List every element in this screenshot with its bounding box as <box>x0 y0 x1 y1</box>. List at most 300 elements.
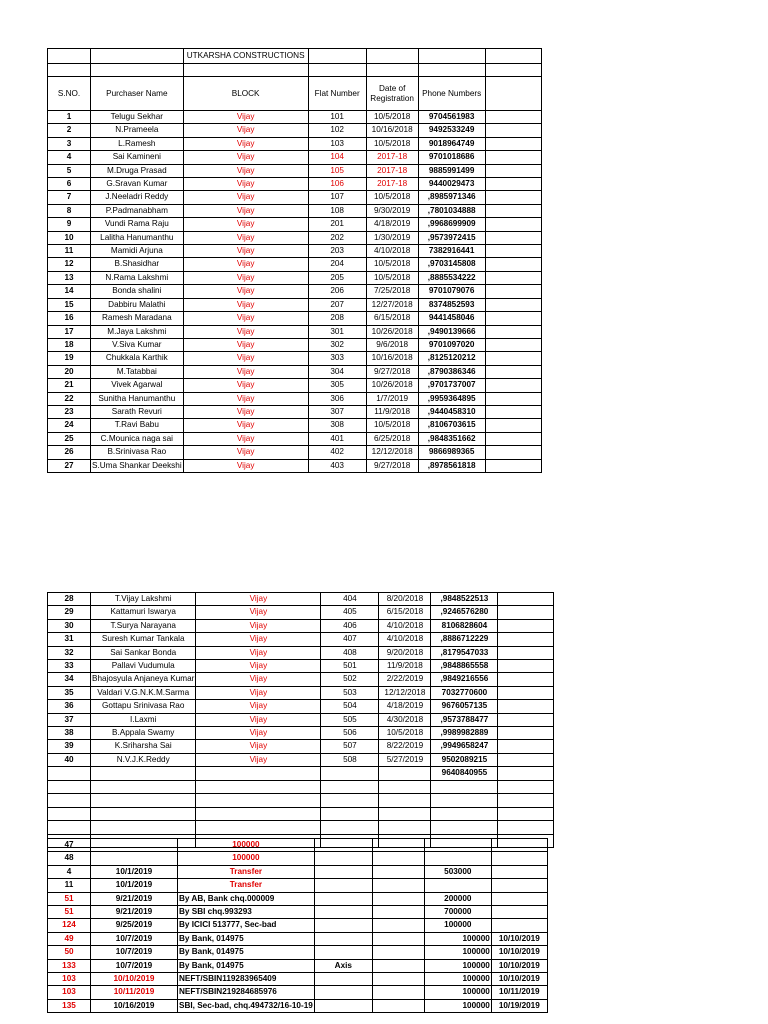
cell-purchaser-name: Bhajosyula Anjaneya Kumar <box>91 673 196 686</box>
cell-phone: 9701018686 <box>418 151 485 164</box>
cell-empty <box>485 432 541 445</box>
cell-empty <box>498 646 554 659</box>
cell-empty <box>485 245 541 258</box>
extra-phone: 9640840955 <box>431 767 498 780</box>
cell-purchaser-name: Telugu Sekhar <box>91 111 184 124</box>
table-row <box>48 258 542 271</box>
cell-phone: ,9573788477 <box>431 713 498 726</box>
cell-phone: 7032770600 <box>431 686 498 699</box>
cell-block: Vijay <box>183 191 308 204</box>
cell-date: 6/25/2018 <box>366 432 418 445</box>
purchaser-table-top <box>47 48 542 473</box>
cell-date: 9/20/2018 <box>379 646 431 659</box>
header-block: BLOCK <box>183 77 308 111</box>
cell-flat-number: 108 <box>308 204 366 217</box>
cell-flat-number: 107 <box>308 191 366 204</box>
cell-block: Vijay <box>196 700 321 713</box>
cell-date: 10/11/2019 <box>91 986 178 999</box>
cell-empty <box>498 660 554 673</box>
cell-purchaser-name: Bonda shalini <box>91 285 184 298</box>
header-row <box>48 77 542 111</box>
cell-empty <box>485 137 541 150</box>
cell-description: NEFT/SBIN219284685976 <box>178 986 315 999</box>
table-row <box>48 740 554 753</box>
cell-sno: 38 <box>48 727 91 740</box>
cell-description: Transfer <box>178 865 315 878</box>
cell-cleared-date: 10/10/2019 <box>491 946 547 959</box>
cell-amount <box>424 839 491 852</box>
cell-flat-number: 201 <box>308 218 366 231</box>
cell-phone: 8374852593 <box>418 298 485 311</box>
cell-empty <box>498 727 554 740</box>
cell-date: 9/21/2019 <box>91 906 178 919</box>
cell-flat-number: 101 <box>308 111 366 124</box>
cell-phone: ,8790386346 <box>418 365 485 378</box>
cell-empty <box>485 405 541 418</box>
cell-empty <box>485 285 541 298</box>
cell-sno: 32 <box>48 646 91 659</box>
cell-sno: 17 <box>48 325 91 338</box>
cell-empty <box>485 352 541 365</box>
cell-flat-number: 303 <box>308 352 366 365</box>
cell-purchaser-name: I.Laxmi <box>91 713 196 726</box>
cell-purchaser-name: S.Uma Shankar Deekshi <box>91 459 184 472</box>
cell-sno: 24 <box>48 419 91 432</box>
cell-sno: 7 <box>48 191 91 204</box>
table-row <box>48 753 554 766</box>
cell-bank <box>314 932 372 945</box>
cell-sno: 1 <box>48 111 91 124</box>
cell-date: 6/15/2018 <box>379 606 431 619</box>
cell-phone: ,8885534222 <box>418 271 485 284</box>
cell-block: Vijay <box>183 151 308 164</box>
cell-phone: ,8179547033 <box>431 646 498 659</box>
cell-flat-number: 506 <box>321 727 379 740</box>
cell-description: By Bank, 014975 <box>178 959 315 972</box>
cell-purchaser-name: N.V.J.K.Reddy <box>91 753 196 766</box>
cell-date: 6/15/2018 <box>366 312 418 325</box>
cell-ref: 47 <box>48 839 91 852</box>
cell-empty <box>372 919 424 932</box>
cell-phone: 9866989365 <box>418 446 485 459</box>
cell-sno: 33 <box>48 660 91 673</box>
cell-description: NEFT/SBIN119283965409 <box>178 973 315 986</box>
cell-sno: 10 <box>48 231 91 244</box>
cell-ref: 124 <box>48 919 91 932</box>
cell-date: 10/26/2018 <box>366 379 418 392</box>
cell-empty <box>498 633 554 646</box>
cell-date <box>91 852 178 865</box>
cell-ref: 51 <box>48 892 91 905</box>
cell-phone: ,8886712229 <box>431 633 498 646</box>
table-row <box>48 111 542 124</box>
cell-phone: 7382916441 <box>418 245 485 258</box>
cell-sno: 18 <box>48 338 91 351</box>
cell-sno: 13 <box>48 271 91 284</box>
cell-block: Vijay <box>183 218 308 231</box>
cell-block: Vijay <box>183 137 308 150</box>
table-row <box>48 271 542 284</box>
cell-date: 4/10/2018 <box>379 619 431 632</box>
cell-purchaser-name: M.Tatabbai <box>91 365 184 378</box>
cell-block: Vijay <box>183 312 308 325</box>
cell-empty <box>372 973 424 986</box>
cell-date: 2/22/2019 <box>379 673 431 686</box>
cell-phone: 9701097020 <box>418 338 485 351</box>
cell-flat-number: 406 <box>321 619 379 632</box>
table-row <box>48 218 542 231</box>
cell-flat-number: 208 <box>308 312 366 325</box>
payment-row <box>48 932 548 945</box>
cell-amount: 200000 <box>424 892 491 905</box>
cell-purchaser-name: C.Mounica naga sai <box>91 432 184 445</box>
cell-purchaser-name: Sarath Revuri <box>91 405 184 418</box>
cell-empty <box>498 753 554 766</box>
cell-block: Vijay <box>183 405 308 418</box>
cell-date: 9/6/2018 <box>366 338 418 351</box>
cell-date: 9/27/2018 <box>366 459 418 472</box>
cell-date: 10/5/2018 <box>366 419 418 432</box>
table-row <box>48 686 554 699</box>
cell-block: Vijay <box>183 365 308 378</box>
cell-empty <box>485 365 541 378</box>
cell-empty <box>485 111 541 124</box>
cell-sno: 15 <box>48 298 91 311</box>
cell-sno: 19 <box>48 352 91 365</box>
cell-flat-number: 306 <box>308 392 366 405</box>
cell-block: Vijay <box>196 660 321 673</box>
cell-bank <box>314 879 372 892</box>
cell-block: Vijay <box>196 727 321 740</box>
cell-purchaser-name: N.Prameela <box>91 124 184 137</box>
cell-phone: ,8106703615 <box>418 419 485 432</box>
cell-date: 4/30/2018 <box>379 713 431 726</box>
cell-empty <box>498 593 554 606</box>
blank-row <box>48 807 554 821</box>
table-row <box>48 700 554 713</box>
cell-flat-number: 207 <box>308 298 366 311</box>
cell-block: Vijay <box>196 753 321 766</box>
cell-sno: 36 <box>48 700 91 713</box>
cell-empty <box>372 879 424 892</box>
cell-empty <box>485 325 541 338</box>
cell-date: 9/21/2019 <box>91 892 178 905</box>
cell-flat-number: 408 <box>321 646 379 659</box>
cell-sno: 22 <box>48 392 91 405</box>
cell-date: 10/5/2018 <box>366 111 418 124</box>
cell-purchaser-name: B.Appala Swamy <box>91 727 196 740</box>
cell-block: Vijay <box>183 285 308 298</box>
header-purchaser-name: Purchaser Name <box>91 77 184 111</box>
header-sno: S.NO. <box>48 77 91 111</box>
cell-block: Vijay <box>183 432 308 445</box>
cell-block: Vijay <box>196 593 321 606</box>
cell-bank <box>314 865 372 878</box>
cell-purchaser-name: Dabbiru Malathi <box>91 298 184 311</box>
cell-block: Vijay <box>183 338 308 351</box>
cell-empty <box>372 946 424 959</box>
cell-empty <box>485 258 541 271</box>
cell-empty <box>485 271 541 284</box>
cell-date: 5/27/2019 <box>379 753 431 766</box>
cell-empty <box>485 379 541 392</box>
cell-date: 10/7/2019 <box>91 932 178 945</box>
cell-empty <box>485 419 541 432</box>
cell-bank <box>314 892 372 905</box>
cell-purchaser-name: Mamidi Arjuna <box>91 245 184 258</box>
cell-flat-number: 202 <box>308 231 366 244</box>
cell-flat-number: 305 <box>308 379 366 392</box>
cell-sno: 21 <box>48 379 91 392</box>
table-row <box>48 392 542 405</box>
cell-date: 12/12/2018 <box>379 686 431 699</box>
cell-purchaser-name: Chukkala Karthik <box>91 352 184 365</box>
cell-block: Vijay <box>196 686 321 699</box>
cell-phone: 9018964749 <box>418 137 485 150</box>
cell-cleared-date: 10/10/2019 <box>491 973 547 986</box>
table-row <box>48 419 542 432</box>
cell-block: Vijay <box>183 258 308 271</box>
cell-empty <box>485 392 541 405</box>
cell-empty <box>485 312 541 325</box>
cell-block: Vijay <box>196 633 321 646</box>
cell-flat-number: 205 <box>308 271 366 284</box>
cell-block: Vijay <box>183 204 308 217</box>
cell-phone: ,9848865558 <box>431 660 498 673</box>
cell-sno: 6 <box>48 178 91 191</box>
cell-purchaser-name: P.Padmanabham <box>91 204 184 217</box>
cell-phone: ,9989982889 <box>431 727 498 740</box>
cell-bank: Axis <box>314 959 372 972</box>
cell-phone: 9701079076 <box>418 285 485 298</box>
cell-date: 2017-18 <box>366 178 418 191</box>
cell-block: Vijay <box>183 124 308 137</box>
payment-row <box>48 879 548 892</box>
cell-flat-number: 502 <box>321 673 379 686</box>
cell-empty <box>498 673 554 686</box>
cell-description: By Bank, 014975 <box>178 946 315 959</box>
cell-empty <box>372 986 424 999</box>
cell-sno: 39 <box>48 740 91 753</box>
cell-description: By AB, Bank chq.000009 <box>178 892 315 905</box>
cell-phone: ,8978561818 <box>418 459 485 472</box>
cell-phone: 9676057135 <box>431 700 498 713</box>
extra-phone-row <box>48 767 554 780</box>
cell-block: Vijay <box>196 740 321 753</box>
cell-amount: 100000 <box>424 973 491 986</box>
cell-description: By ICICI 513777, Sec-bad <box>178 919 315 932</box>
cell-empty <box>485 231 541 244</box>
cell-phone: ,9848522513 <box>431 593 498 606</box>
cell-flat-number: 402 <box>308 446 366 459</box>
table-row <box>48 124 542 137</box>
table-row <box>48 405 542 418</box>
cell-purchaser-name: B.Shasidhar <box>91 258 184 271</box>
cell-bank <box>314 946 372 959</box>
cell-purchaser-name: T.Ravi Babu <box>91 419 184 432</box>
cell-flat-number: 204 <box>308 258 366 271</box>
table-row <box>48 379 542 392</box>
table-row <box>48 606 554 619</box>
cell-block: Vijay <box>183 325 308 338</box>
cell-date: 12/12/2018 <box>366 446 418 459</box>
payment-row <box>48 999 548 1012</box>
cell-empty <box>498 740 554 753</box>
cell-ref: 51 <box>48 906 91 919</box>
cell-date: 10/7/2019 <box>91 946 178 959</box>
cell-amount: 100000 <box>424 999 491 1012</box>
cell-sno: 26 <box>48 446 91 459</box>
cell-date <box>91 839 178 852</box>
cell-phone: 9704561983 <box>418 111 485 124</box>
purchaser-table-bottom <box>47 592 554 848</box>
cell-phone: 9492533249 <box>418 124 485 137</box>
cell-flat-number: 505 <box>321 713 379 726</box>
cell-bank <box>314 919 372 932</box>
payment-row <box>48 852 548 865</box>
cell-date: 7/25/2018 <box>366 285 418 298</box>
table-row <box>48 298 542 311</box>
table-row <box>48 633 554 646</box>
cell-flat-number: 206 <box>308 285 366 298</box>
cell-empty <box>372 906 424 919</box>
cell-sno: 9 <box>48 218 91 231</box>
cell-sno: 11 <box>48 245 91 258</box>
cell-date: 2017-18 <box>366 151 418 164</box>
cell-ref: 133 <box>48 959 91 972</box>
cell-date: 1/7/2019 <box>366 392 418 405</box>
cell-empty <box>498 606 554 619</box>
table-row <box>48 231 542 244</box>
cell-flat-number: 301 <box>308 325 366 338</box>
cell-phone: ,9440458310 <box>418 405 485 418</box>
payment-row <box>48 865 548 878</box>
cell-flat-number: 403 <box>308 459 366 472</box>
cell-amount: 503000 <box>424 865 491 878</box>
cell-phone: ,7801034888 <box>418 204 485 217</box>
cell-empty <box>485 178 541 191</box>
blank-row <box>48 794 554 808</box>
cell-flat-number: 308 <box>308 419 366 432</box>
cell-date: 10/1/2019 <box>91 865 178 878</box>
cell-flat-number: 504 <box>321 700 379 713</box>
cell-amount: 100000 <box>424 959 491 972</box>
cell-sno: 20 <box>48 365 91 378</box>
cell-date: 9/27/2018 <box>366 365 418 378</box>
cell-sno: 23 <box>48 405 91 418</box>
cell-flat-number: 304 <box>308 365 366 378</box>
cell-amount <box>424 852 491 865</box>
cell-flat-number: 104 <box>308 151 366 164</box>
cell-phone: 9885991499 <box>418 164 485 177</box>
cell-block: Vijay <box>183 271 308 284</box>
cell-cleared-date: 10/11/2019 <box>491 986 547 999</box>
payments-table <box>47 838 548 1013</box>
table-row <box>48 446 542 459</box>
cell-purchaser-name: Kattamuri Iswarya <box>91 606 196 619</box>
cell-date: 10/5/2018 <box>366 271 418 284</box>
cell-cleared-date: 10/19/2019 <box>491 999 547 1012</box>
cell-empty <box>498 686 554 699</box>
cell-block: Vijay <box>183 392 308 405</box>
cell-cleared-date <box>491 839 547 852</box>
cell-empty <box>485 191 541 204</box>
payment-row <box>48 839 548 852</box>
table-row <box>48 459 542 472</box>
cell-block: Vijay <box>183 178 308 191</box>
header-phone-numbers: Phone Numbers <box>418 77 485 111</box>
cell-bank <box>314 973 372 986</box>
cell-amount <box>424 879 491 892</box>
cell-description: SBI, Sec-bad, chq.494732/16-10-19 <box>178 999 315 1012</box>
table-row <box>48 164 542 177</box>
cell-sno: 12 <box>48 258 91 271</box>
table-row <box>48 727 554 740</box>
cell-flat-number: 203 <box>308 245 366 258</box>
cell-ref: 48 <box>48 852 91 865</box>
cell-purchaser-name: Lalitha Hanumanthu <box>91 231 184 244</box>
table-row <box>48 646 554 659</box>
cell-purchaser-name: L.Ramesh <box>91 137 184 150</box>
cell-block: Vijay <box>183 111 308 124</box>
payment-row <box>48 973 548 986</box>
cell-block: Vijay <box>183 352 308 365</box>
cell-empty <box>485 151 541 164</box>
cell-date: 10/16/2018 <box>366 352 418 365</box>
cell-flat-number: 503 <box>321 686 379 699</box>
cell-date: 9/25/2019 <box>91 919 178 932</box>
cell-purchaser-name: Pallavi Vudumula <box>91 660 196 673</box>
payment-row <box>48 892 548 905</box>
cell-phone: ,9968699909 <box>418 218 485 231</box>
cell-date: 11/9/2018 <box>379 660 431 673</box>
cell-date: 10/1/2019 <box>91 879 178 892</box>
cell-cleared-date <box>491 892 547 905</box>
cell-purchaser-name: M.Jaya Lakshmi <box>91 325 184 338</box>
title-row <box>48 49 542 64</box>
cell-purchaser-name: Vundi Rama Raju <box>91 218 184 231</box>
cell-date: 12/27/2018 <box>366 298 418 311</box>
cell-phone: ,9573972415 <box>418 231 485 244</box>
cell-phone: 8106828604 <box>431 619 498 632</box>
cell-date: 11/9/2018 <box>366 405 418 418</box>
cell-date: 4/18/2019 <box>366 218 418 231</box>
cell-date: 10/5/2018 <box>366 191 418 204</box>
cell-sno: 5 <box>48 164 91 177</box>
cell-sno: 4 <box>48 151 91 164</box>
cell-sno: 8 <box>48 204 91 217</box>
blank-row <box>48 64 542 77</box>
table-row <box>48 178 542 191</box>
cell-sno: 2 <box>48 124 91 137</box>
cell-date: 10/5/2018 <box>379 727 431 740</box>
cell-block: Vijay <box>183 298 308 311</box>
cell-purchaser-name: Vivek Agarwal <box>91 379 184 392</box>
cell-purchaser-name: Suresh Kumar Tankala <box>91 633 196 646</box>
payment-row <box>48 906 548 919</box>
cell-amount: 100000 <box>424 919 491 932</box>
cell-sno: 31 <box>48 633 91 646</box>
cell-phone: ,8985971346 <box>418 191 485 204</box>
cell-block: Vijay <box>183 245 308 258</box>
cell-block: Vijay <box>196 646 321 659</box>
cell-bank <box>314 839 372 852</box>
cell-flat-number: 302 <box>308 338 366 351</box>
cell-date: 8/22/2019 <box>379 740 431 753</box>
cell-empty <box>498 713 554 726</box>
cell-bank <box>314 906 372 919</box>
cell-ref: 50 <box>48 946 91 959</box>
